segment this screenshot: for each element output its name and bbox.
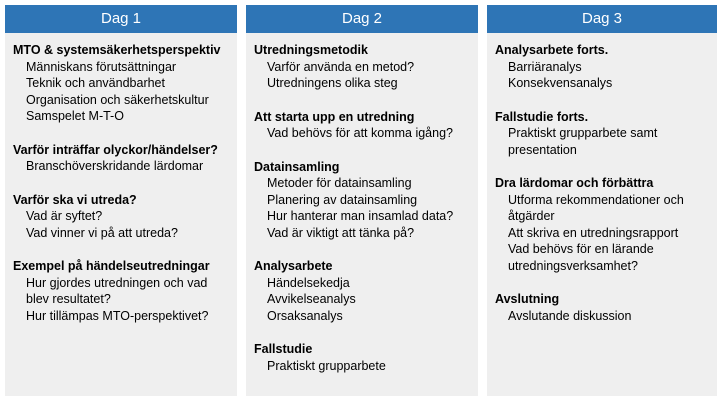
list-item: Organisation och säkerhetskultur: [26, 92, 209, 107]
list-item: Vad behövs för en lärande utredningsverksamhet?: [508, 242, 654, 273]
section-title: Fallstudie: [254, 342, 313, 356]
section-title: MTO & systemsäkerhetsperspektiv: [13, 43, 221, 57]
section-title: Analysarbete: [254, 259, 333, 273]
section: [254, 258, 470, 324]
section: [254, 159, 470, 242]
list-item: Vad är syftet?: [26, 209, 103, 223]
section-title: Analysarbete forts.: [495, 43, 609, 57]
list-item: Hur gjordes utredningen och vad blev resultatet?: [26, 275, 208, 306]
day-3-header: Dag 3: [487, 5, 717, 33]
list-item: Vad behövs för att komma igång?: [267, 126, 453, 140]
list-item: Vad vinner vi på att utreda?: [26, 225, 178, 240]
section: [495, 109, 709, 159]
section-title: Datainsamling: [254, 159, 340, 174]
list-item: Hur hanterar man insamlad data?: [267, 209, 454, 223]
section: [495, 42, 709, 92]
list-item: Avslutande diskussion: [508, 308, 632, 323]
section-title: Exempel på händelseutredningar: [13, 259, 210, 273]
list-item: Praktiskt grupparbete: [267, 358, 386, 373]
list-item: Metoder för datainsamling: [267, 176, 412, 190]
section: [13, 258, 229, 324]
section-title: Dra lärdomar och förbättra: [495, 176, 654, 190]
section: [495, 175, 709, 274]
section-title: Utredningsmetodik: [254, 43, 368, 57]
list-item: Att skriva en utredningsrapport: [508, 225, 679, 240]
list-item: Händelsekedja: [267, 275, 350, 290]
section: [254, 109, 470, 142]
day-1-column: [5, 5, 237, 396]
section-title: Fallstudie forts.: [495, 109, 589, 124]
section: [13, 142, 229, 175]
section-title: Varför ska vi utreda?: [13, 192, 137, 207]
section-title: Att starta upp en utredning: [254, 109, 415, 124]
list-item: Orsaksanalys: [267, 308, 343, 323]
list-item: Planering av datainsamling: [267, 192, 418, 207]
day-1-header: Dag 1: [5, 5, 237, 33]
list-item: Utforma rekommendationer och åtgärder: [508, 192, 684, 223]
list-item: Branschöverskridande lärdomar: [26, 159, 204, 173]
list-item: Samspelet M-T-O: [26, 109, 124, 123]
list-item: Utredningens olika steg: [267, 76, 398, 90]
day-3-column: [487, 5, 717, 396]
section: [495, 291, 709, 324]
list-item: Konsekvensanalys: [508, 76, 613, 90]
list-item: Vad är viktigt att tänka på?: [267, 225, 415, 240]
list-item: Varför använda en metod?: [267, 59, 415, 74]
list-item: Människans förutsättningar: [26, 59, 177, 74]
list-item: Hur tillämpas MTO-perspektivet?: [26, 308, 209, 323]
list-item: Avvikelseanalys: [267, 292, 356, 306]
section-title: Avslutning: [495, 292, 560, 306]
section: [254, 341, 470, 374]
list-item: Praktiskt grupparbete samt presentation: [508, 126, 658, 157]
day-2-column: [246, 5, 478, 396]
section-title: Varför inträffar olyckor/händelser?: [13, 142, 218, 157]
list-item: Barriäranalys: [508, 59, 582, 74]
day-2-header: Dag 2: [246, 5, 478, 33]
list-item: Teknik och användbarhet: [26, 76, 165, 90]
section: [13, 192, 229, 242]
section: [13, 42, 229, 125]
section: [254, 42, 470, 92]
